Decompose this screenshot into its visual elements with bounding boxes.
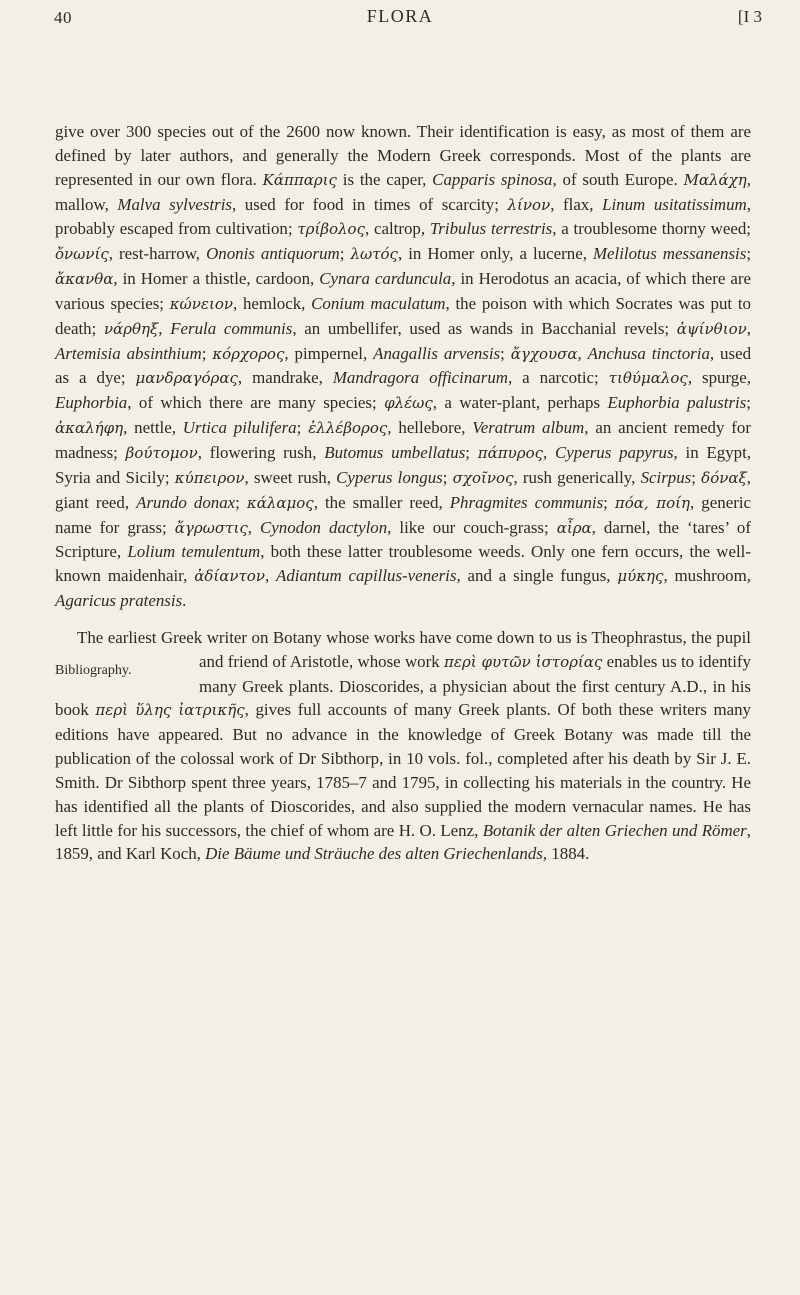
text-run: . (182, 591, 187, 611)
text-run: , and a single fungus, (456, 566, 618, 586)
greek-term: βούτομον (125, 443, 198, 462)
text-run: , both these latter troublesome weeds. Only one fern occurs, the well-known maidenhair, (55, 542, 751, 586)
latin-name: Melilotus messanensis (592, 244, 747, 264)
text-run: , generic name for grass; (55, 492, 752, 537)
latin-name: Arundo donax (136, 492, 236, 512)
latin-name: Cyperus longus (336, 467, 443, 487)
text-run: , caltrop, (364, 219, 430, 239)
text-run: ; (296, 418, 309, 438)
greek-term: κόρχορος (212, 344, 285, 363)
greek-term: μανδραγόρας (135, 369, 238, 388)
text-run: , darnel, the ‘tares’ of Scripture, (55, 517, 752, 562)
text-run: , gives full accounts of many Greek plants. Of both these writers many editions have appeared. But no advance in the knowledge of Greek Botany was made till the publication of the colossal work of Dr Sibthorp, in 10 vols. fol., completed after his death by Sir J. E. Smith. Dr Sibthorp spent three years, 1785–7 and 1795, in collecting his materials in the country. He has identified all the plants of Dioscorides, and also supplied the modern vernacular names. He has left little for his successors, the chief of whom are H. O. Lenz, (55, 700, 751, 840)
text-run: ; (201, 343, 213, 363)
greek-term: κύπειρον (174, 468, 245, 487)
latin-name: Phragmites communis (449, 492, 604, 512)
text-run: , the poison with which Socrates was put to death; (55, 293, 751, 338)
latin-name: Tribulus terrestris (429, 219, 553, 239)
text-run: , of south Europe. (552, 169, 684, 189)
text-run: , giant reed, (55, 467, 751, 512)
text-run: , mushroom, (663, 566, 751, 586)
text-run: , an umbellifer, used as wands in Bacchanial revels; (292, 318, 677, 338)
text-run: , hemlock, (233, 293, 312, 313)
text-run: , (577, 343, 588, 363)
text-run: , used for food in times of scarcity; (231, 194, 508, 214)
text-run: ; (235, 492, 247, 512)
latin-name: Euphorbia (55, 393, 128, 413)
greek-term: ἄγχουσα (510, 344, 578, 363)
greek-term: ὄνωνίς (55, 245, 109, 264)
text-run: give over 300 species out of the 2600 now known. Their identification is easy, as most of them are defined by later authors, and generally the Modern Greek corresponds. Most of the plants are represented in our own flora. (55, 122, 751, 189)
latin-name: Anagallis arvensis (373, 343, 501, 363)
greek-term: πόα, ποίη (614, 493, 691, 512)
latin-name: Scirpus (640, 467, 692, 487)
text-run: ; (465, 442, 478, 462)
text-run: is the caper, (336, 169, 433, 189)
text-run: , like our couch-grass; (387, 517, 557, 537)
greek-title: περὶ φυτῶν ἱστορίας (444, 652, 603, 671)
page-number: 40 (54, 8, 72, 27)
greek-term: νάρθηξ (103, 319, 159, 338)
text-run: , rush generically, (513, 467, 641, 487)
text-run: , (264, 566, 277, 586)
book-title: Die Bäume und Sträuche des alten Griechenlands (205, 844, 543, 864)
text-run: , in Homer a thistle, cardoon, (113, 269, 320, 289)
greek-term: τρίβολος (297, 220, 365, 239)
greek-term: λωτός (350, 245, 398, 264)
text-run: , in Herodotus an acacia, of which there are various species; (55, 269, 751, 313)
text-run: ; (603, 492, 615, 512)
latin-name: Ferula communis (170, 318, 293, 338)
page-header (0, 4, 800, 34)
text-run: , a water-plant, perhaps (432, 393, 608, 413)
greek-term: λίνον (507, 195, 551, 214)
latin-name: Urtica pilulifera (182, 418, 297, 438)
greek-term: ἀψίνθιον (676, 319, 747, 338)
greek-title: περὶ ὕλης ἰατρικῆς (95, 701, 245, 720)
greek-term: κάλαμος (246, 493, 314, 512)
text-run: , flowering rush, (197, 442, 325, 462)
text-run: , spurge, (687, 368, 751, 388)
text-run: , 1859, and Karl Koch, (55, 820, 751, 864)
latin-name: Cynodon dactylon (259, 517, 388, 537)
text-run: ; (442, 467, 453, 487)
text-run: , nettle, (123, 418, 183, 438)
latin-name: Malva sylvestris (117, 194, 232, 214)
latin-name: Adiantum capillus-veneris (276, 566, 457, 586)
greek-term: Κάππαρις (262, 170, 337, 189)
latin-name: Linum usitatissimum (602, 194, 747, 214)
text-run: enables us to identify many Greek plants. Dioscorides, a physician about the first century A.D., in his book (55, 651, 751, 720)
latin-name: Conium maculatum (311, 293, 446, 313)
latin-name: Cynara cardunculа (319, 269, 452, 289)
running-head: FLORA (366, 6, 434, 26)
latin-name: Mandragora officinarum (332, 368, 508, 388)
text-run: ; (500, 343, 511, 363)
text-run: , mallow, (55, 169, 751, 214)
text-run: , probably escaped from cultivation; (55, 194, 751, 239)
text-run: , sweet rush, (244, 467, 337, 487)
greek-term: Μαλάχη (683, 170, 747, 189)
paragraph-flora (55, 120, 751, 613)
latin-name: Agaricus pratensis (55, 591, 183, 611)
text-run: , (543, 442, 556, 462)
greek-term: σχοῖνος (452, 468, 514, 487)
text-run: , an ancient remedy for madness; (55, 418, 751, 462)
text-run: , mandrake, (237, 368, 333, 388)
text-run: ; (339, 244, 351, 264)
latin-name: Lolium temulentum (127, 542, 261, 562)
greek-term: πάπυρος (477, 443, 543, 462)
latin-name: Cyperus papyrus (555, 442, 674, 462)
greek-term: τιθύμαλος (608, 369, 688, 388)
greek-term: ἄκανθα (55, 270, 114, 289)
text-run: , the smaller reed, (313, 492, 450, 512)
latin-name: Veratrum album (472, 418, 585, 438)
text-run: , (158, 318, 171, 338)
greek-term: δόναξ (701, 468, 747, 487)
text-run: , in Egypt, Syria and Sicily; (55, 442, 752, 487)
text-run: , a narcotic; (507, 368, 609, 388)
text-run: , hellebore, (387, 418, 473, 438)
text-run: The earliest Greek writer on Botany whose works have come down to us is Theophrastus, the pupil and friend of Aristotle, whose work (77, 627, 751, 671)
latin-name: Euphorbia palustris (607, 393, 747, 413)
latin-name: Artemisia absinthium (55, 343, 202, 363)
text-run: , used as a dye; (55, 343, 752, 388)
latin-name: Capparis spinosa (432, 169, 553, 189)
greek-term: κώνειον (169, 294, 233, 313)
latin-name: Anchusa tinctoria (587, 343, 710, 363)
greek-term: μύκης (617, 567, 664, 586)
text-run: , a troublesome thorny weed; (552, 219, 751, 239)
greek-term: ἄγρωστις (174, 518, 248, 537)
text-run: , (247, 517, 260, 537)
text-run: , 1884. (542, 844, 590, 864)
body-text (55, 120, 751, 866)
text-run: ; (691, 467, 702, 487)
greek-term: ἀκαλήφη (55, 419, 124, 438)
text-run: , rest-harrow, (108, 244, 207, 264)
text-run: , pimpernel, (284, 343, 374, 363)
book-title: Botanik der alten Griechen und Römer (482, 820, 747, 840)
greek-term: ἀδίαντον (194, 567, 265, 586)
paragraph-bibliography (55, 626, 751, 866)
text-run: , in Homer only, a lucerne, (397, 244, 593, 264)
section-reference: [I 3 (737, 7, 762, 26)
greek-term: ἐλλέβορος (308, 419, 388, 438)
greek-term: φλέως (384, 394, 433, 413)
text-run: ; (746, 393, 751, 413)
text-run: , (746, 318, 751, 338)
text-run: ; (746, 244, 752, 264)
latin-name: Butomus umbellatus (324, 442, 466, 462)
latin-name: Ononis antiquorum (206, 244, 340, 264)
text-run: , of which there are many species; (127, 393, 385, 413)
text-run: , flax, (550, 194, 603, 214)
margin-note-bibliography: Bibliography. (55, 662, 132, 678)
greek-term: αἶρα (556, 518, 592, 537)
